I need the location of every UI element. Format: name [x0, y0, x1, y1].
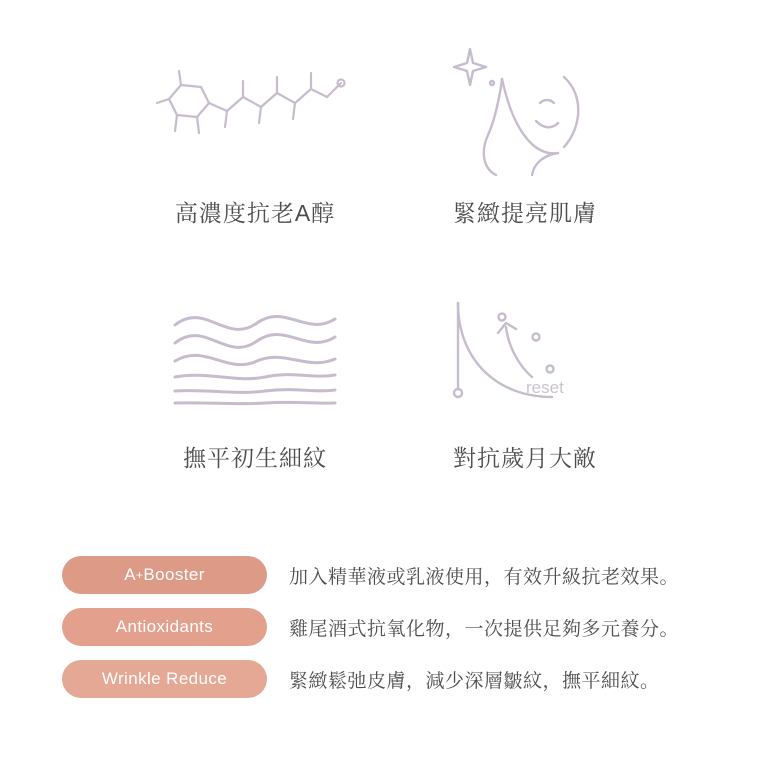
benefit-tag-sup: +: [135, 568, 144, 582]
benefit-tag-main: A: [124, 565, 136, 584]
benefit-tag-rest: Booster: [143, 565, 205, 584]
feature-firming: [390, 30, 660, 275]
feature-label: 高濃度抗老A醇: [174, 200, 336, 226]
feature-label: 對抗歲月大敵: [453, 445, 597, 471]
molecule-chain-icon: [120, 30, 390, 195]
benefit-tag-wrinkle-reduce: Wrinkle Reduce: [62, 660, 267, 698]
feature-anti-aging: [390, 275, 660, 520]
benefit-tag-antioxidants: Antioxidants: [62, 608, 267, 646]
feature-label: 緊緻提亮肌膚: [453, 200, 597, 226]
smooth-wave-lines-icon: [120, 275, 390, 440]
benefit-row: [62, 660, 722, 698]
benefit-description: 雞尾酒式抗氧化物，一次提供足夠多元養分。: [289, 618, 680, 640]
face-profile-sparkle-icon: [390, 30, 660, 195]
feature-retinol: [120, 30, 390, 275]
reset-label: reset: [526, 377, 564, 397]
benefit-tag-a-booster: [62, 556, 267, 594]
benefit-list: [62, 556, 722, 712]
feature-label: 撫平初生細紋: [183, 445, 327, 471]
benefit-description: 緊緻鬆弛皮膚，減少深層皺紋，撫平細紋。: [289, 670, 660, 692]
feature-grid: [120, 30, 660, 520]
benefit-row: [62, 608, 722, 646]
reset-clock-icon: [390, 275, 660, 440]
benefit-description: 加入精華液或乳液使用，有效升級抗老效果。: [289, 566, 680, 588]
feature-fine-lines: [120, 275, 390, 520]
benefit-row: [62, 556, 722, 594]
